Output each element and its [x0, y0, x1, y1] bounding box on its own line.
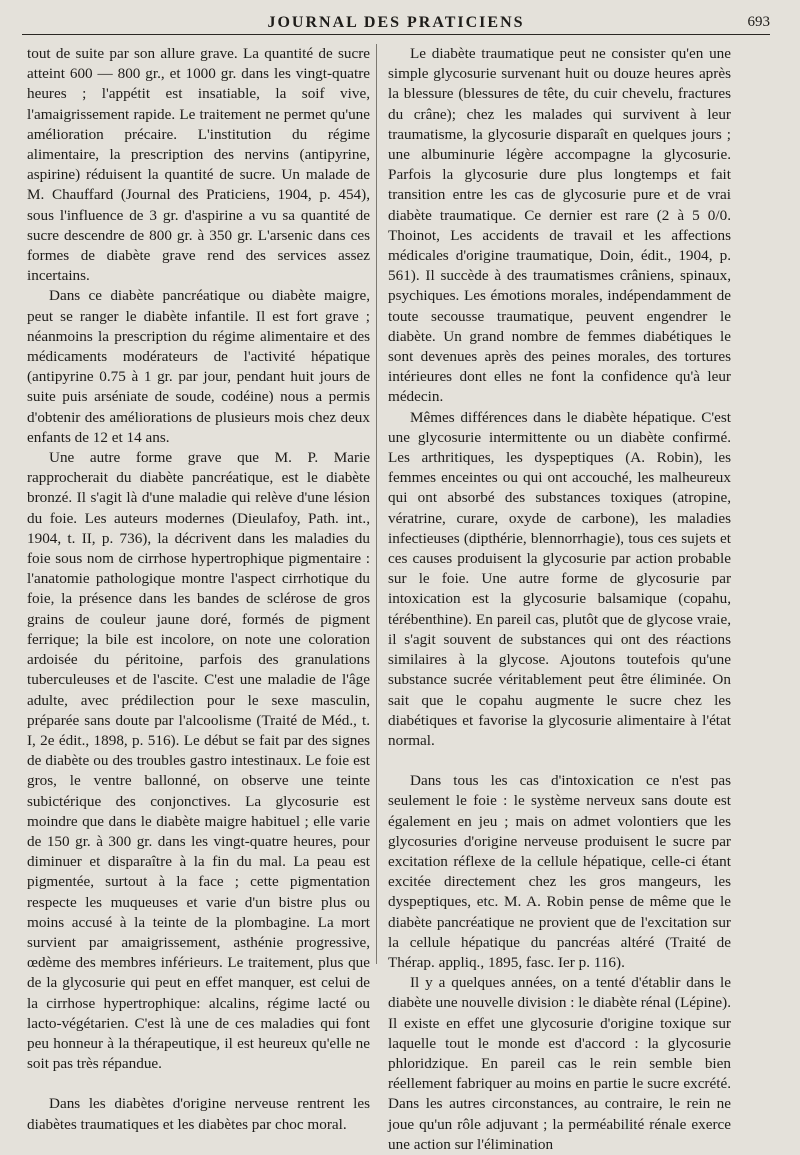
journal-title: JOURNAL DES PRATICIENS	[267, 14, 525, 31]
page-number: 693	[747, 14, 770, 30]
paragraph: Dans tous les cas d'intoxication ce n'est pas seulement le foie : le système nerveux sans doute est également en jeu ; mais on admet volontiers que les glycosuries d'origine nerveuse produisent le sucre par excitation réflexe de la cellule hépatique, celle-ci étant excitée directement chez les gros mangeurs, les dyspeptiques, etc. M. A. Robin pense de même que le diabète pancréatique ne provient que de l'excitation sur la cellule hépatique du pancréas altéré (Traité de Thérap. appliq., 1895, fasc. Ier p. 116).	[388, 772, 731, 971]
left-column	[27, 44, 370, 1135]
column-divider	[376, 44, 377, 964]
paragraph: Le diabète traumatique peut ne consister qu'en une simple glycosurie survenant huit ou douze heures après la blessure (blessures de tête, du cuir chevelu, fractures du crâne); chez les malades qui survivent à leur traumatisme, la glycosurie disparaît en quelques jours ; une albuminurie légère accompagne la glycosurie. Parfois la glycosurie dure plus longtemps et fait transition entre les cas de glycosurie pure et de vrai diabète traumatique. Ce dernier est rare (2 à 5 0/0. Thoinot, Les accidents de travail et les affections médicales d'origine traumatique, Doin, édit., 1904, p. 561). Il succède à des traumatismes crâniens, spinaux, psychiques. Les émotions morales, indépendamment de toute secousse traumatique, peuvent engendrer le diabète. Un grand nombre de femmes diabétiques le sont devenues après des peines morales, des tortures intérieures dont elles ne font la confidence qu'à leur médecin.	[388, 45, 731, 406]
paragraph: Dans ce diabète pancréatique ou diabète maigre, peut se ranger le diabète infantile. Il est fort grave ; néanmoins la prescription du régime alimentaire et des médicaments modérateurs de l'activité hépatique (antipyrine 0.75 à 1 gr. par jour, pendant huit jours de suite puis arséniate de soude, codéine) nous a permis d'obtenir des améliorations de plusieurs mois chez deux enfants de 12 et 14 ans.	[27, 287, 370, 446]
right-column	[388, 44, 731, 1155]
paragraph: tout de suite par son allure grave. La quantité de sucre atteint 600 — 800 gr., et 1000 gr. dans les vingt-quatre heures ; l'appétit est insatiable, la soif vive, l'amaigrissement rapide. Le traitement ne permet qu'une amélioration précaire. L'institution du régime alimentaire, la prescription des nervins (antipyrine, aspirine) réduisent la quantité de sucre. Un malade de M. Chauffard (Journal des Praticiens, 1904, p. 454), sous l'influence de 3 gr. d'aspirine a vu sa quantité de sucre descendre de 800 gr. à 350 gr. L'arsenic dans ces formes de diabète grave rend des services assez incertains.	[27, 45, 370, 285]
paragraph: Une autre forme grave que M. P. Marie rapprocherait du diabète pancréatique, est le diabète bronzé. Il s'agit là d'une maladie qui relève d'une lésion du foie. Les auteurs modernes (Dieulafoy, Path. int., 1904, t. II, p. 736), la décrivent dans les maladies du foie sous nom de cirrhose hypertrophique pigmentaire : l'anatomie pathologique montre l'aspect cirrhotique du foie, la présence dans les bandes de sclérose de gros grains de couleur jaune doré, formés de pigment ferrique; la bile est incolore, on note une coloration ardoisée du péritoine, parfois des granulations tuberculeuses et de l'ascite. C'est une maladie de l'âge adulte, avec prédilection pour le sexe masculin, préparée sans doute par l'alcoolisme (Traité de Méd., t. I, 2e édit., 1898, p. 516). Le début se fait par des signes de diabète ou des troubles gastro intestinaux. Le foie est gros, le ventre ballonné, on observe une teinte subictérique des conjonctives. La glycosurie est moindre que dans le diabète maigre habituel ; elle varie de 150 gr. à 300 gr. dans les vingt-quatre heures, pour diminuer et disparaître à la fin du mal. La peau est pigmentée, surtout à la face ; cette pigmentation respecte les muqueuses et varie d'un bistre plus ou moins accusé à la teinte de la plombagine. La mort survient par amaigrissement, asthénie progressive, œdème des membres inférieurs. Le traitement, plus que de la glycosurie qui peut en effet manquer, est celui de la cirrhose hypertrophique: alcalins, régime lacté ou lacto-végétarien. C'est là une de ces maladies qui font peu honneur à la thérapeutique, il est heureux qu'elle ne soit pas très répandue.	[27, 449, 370, 1073]
paragraph: Mêmes différences dans le diabète hépatique. C'est une glycosurie intermittente ou un diabète confirmé. Les arthritiques, les dyspeptiques (A. Robin), les femmes enceintes ou qui ont accouché, les malheureux qui ont absorbé des substances toxiques (atropine, vératrine, curare, oxyde de carbone), les maladies infectieuses (dipthérie, blennorrhagie), tous ces sujets et ces causes produisent la glycosurie par action probable sur le foie. Une autre forme de glycosurie par intoxication est la glycosurie balsamique (copahu, térébenthine). En pareil cas, plutôt que de glycose vraie, il s'agit souvent de substances qui ont des réactions similaires à la glycose. Ajoutons toutefois qu'une substance sucrée véritablement peut être éliminée. On sait que le copahu augmente le sucre chez les diabétiques et favorise la glycosurie alimentaire à l'état normal.	[388, 408, 731, 749]
running-header	[22, 12, 770, 35]
paragraph: Dans les diabètes d'origine nerveuse rentrent les diabètes traumatiques et les diabètes par choc moral.	[27, 1095, 370, 1133]
paragraph: Il y a quelques années, on a tenté d'établir dans le diabète une nouvelle division : le diabète rénal (Lépine). Il existe en effet une glycosurie d'origine toxique sur laquelle tout le monde est d'accord : la glycosurie phloridzique. En pareil cas le rein semble bien réellement fabriquer au moins en partie le sucre excrété. Dans les autres circonstances, au contraire, le rein ne joue qu'un rôle adjuvant ; la perméabilité rénale exerce une action sur l'élimination	[388, 974, 731, 1153]
